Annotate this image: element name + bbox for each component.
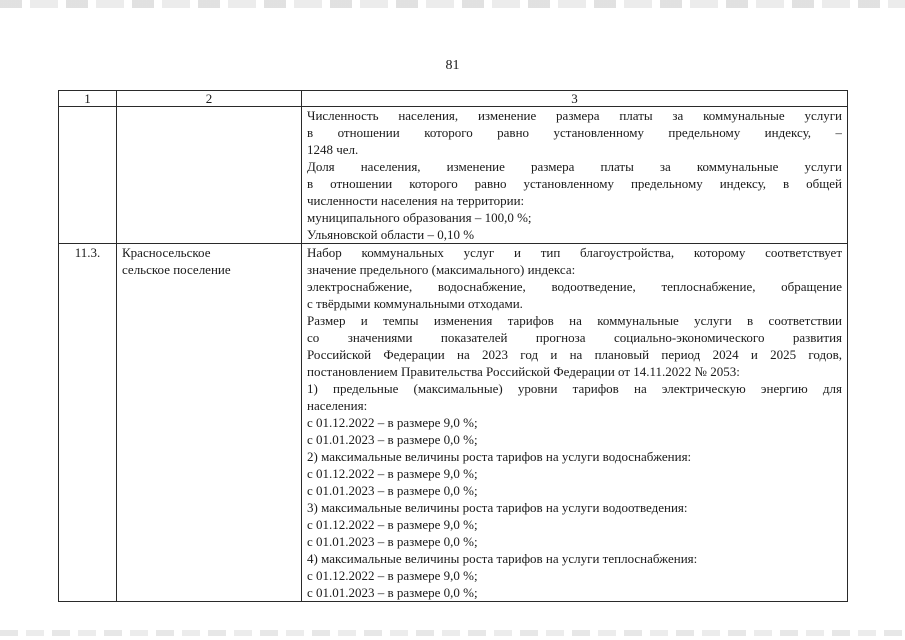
text-line: с 01.01.2023 – в размере 0,0 %; <box>307 483 478 498</box>
continuation-number-cell <box>59 107 117 244</box>
text-line: значение предельного (максимального) индекса: <box>307 262 576 277</box>
text-line: 1248 чел. <box>307 142 359 157</box>
scan-edge-top <box>0 0 905 8</box>
document-table <box>58 90 848 602</box>
text-line: электроснабжение, водоснабжение, водоотведение, теплоснабжение, обращение <box>307 279 842 294</box>
text-line: в отношении которого равно установленному предельному индексу, в общей <box>307 176 842 191</box>
table-row-continuation <box>59 107 848 244</box>
text-line: с твёрдыми коммунальными отходами. <box>307 296 523 311</box>
row-name-cell <box>117 244 302 602</box>
text-line: муниципального образования – 100,0 %; <box>307 210 532 225</box>
continuation-name-cell <box>117 107 302 244</box>
text-line: постановлением Правительства Российской Федерации от 14.11.2022 № 2053: <box>307 364 740 379</box>
text-line: численности населения на территории: <box>307 193 525 208</box>
text-line: Ульяновской области – 0,10 % <box>307 227 475 242</box>
text-line: 1) предельные (максимальные) уровни тарифов на электрическую энергию для <box>307 381 842 396</box>
text-line: с 01.12.2022 – в размере 9,0 %; <box>307 466 478 481</box>
table-row-11-3 <box>59 244 848 602</box>
page-number: 81 <box>445 58 460 73</box>
text-line: Численность населения, изменение размера платы за коммунальные услуги <box>307 108 842 123</box>
text-line: с 01.01.2023 – в размере 0,0 %; <box>307 534 478 549</box>
scan-edge-bottom <box>0 630 905 636</box>
table-header-row <box>59 91 848 107</box>
text-line: Набор коммунальных услуг и тип благоустройства, которому соответствует <box>307 245 842 260</box>
text-line: 4) максимальные величины роста тарифов на услуги теплоснабжения: <box>307 551 698 566</box>
text-line: с 01.12.2022 – в размере 9,0 %; <box>307 415 478 430</box>
text-line: 2) максимальные величины роста тарифов на услуги водоснабжения: <box>307 449 692 464</box>
text-line: с 01.01.2023 – в размере 0,0 %; <box>307 585 478 600</box>
municipality-name-line: сельское поселение <box>122 262 231 277</box>
text-line: Российской Федерации на 2023 год и на плановый период 2024 и 2025 годов, <box>307 347 842 362</box>
text-line: 3) максимальные величины роста тарифов на услуги водоотведения: <box>307 500 688 515</box>
text-line: Доля населения, изменение размера платы за коммунальные услуги <box>307 159 842 174</box>
text-line: с 01.01.2023 – в размере 0,0 %; <box>307 432 478 447</box>
continuation-content-cell <box>302 107 848 244</box>
text-line: с 01.12.2022 – в размере 9,0 %; <box>307 568 478 583</box>
row-content-cell <box>302 244 848 602</box>
header-cell-3: 3 <box>302 91 848 107</box>
header-cell-2: 2 <box>117 91 302 107</box>
row-number: 11.3. <box>59 244 117 602</box>
text-line: населения: <box>307 398 368 413</box>
municipality-name-line: Красносельское <box>122 245 211 260</box>
header-cell-1: 1 <box>59 91 117 107</box>
text-line: со значениями показателей прогноза социально-экономического развития <box>307 330 842 345</box>
text-line: Размер и темпы изменения тарифов на коммунальные услуги в соответствии <box>307 313 842 328</box>
text-line: с 01.12.2022 – в размере 9,0 %; <box>307 517 478 532</box>
text-line: в отношении которого равно установленному предельному индексу, – <box>307 125 842 140</box>
